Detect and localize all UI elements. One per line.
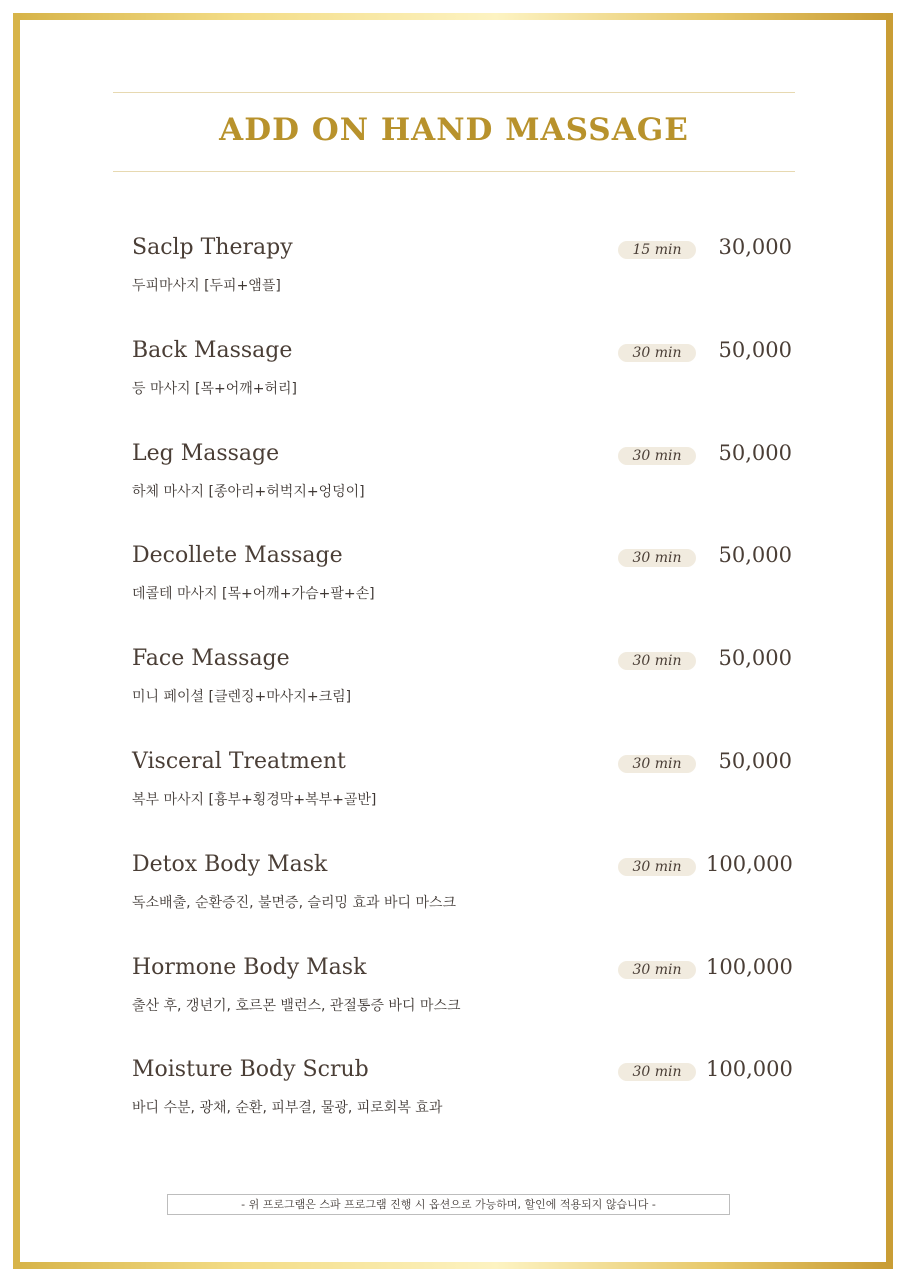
menu-item-name: Saclp Therapy — [132, 235, 293, 260]
menu-item-name: Face Massage — [132, 646, 290, 671]
duration-badge: 30 min — [618, 1063, 696, 1081]
menu-item-desc: 등 마사지 [목+어깨+허리] — [132, 381, 298, 397]
menu-item-name: Decollete Massage — [132, 543, 343, 568]
menu-item-price: 50,000 — [718, 543, 792, 567]
menu-item-price: 50,000 — [718, 646, 792, 670]
duration-badge: 30 min — [618, 549, 696, 567]
menu-item-desc: 출산 후, 갱년기, 호르몬 밸런스, 관절통증 바디 마스크 — [132, 998, 461, 1014]
menu-item-desc: 바디 수분, 광채, 순환, 피부결, 물광, 피로회복 효과 — [132, 1100, 443, 1116]
menu-item-price: 50,000 — [718, 749, 792, 773]
menu-item-name: Visceral Treatment — [132, 749, 346, 774]
menu-item — [0, 235, 905, 325]
duration-badge: 30 min — [618, 344, 696, 362]
duration-badge: 30 min — [618, 961, 696, 979]
duration-badge: 30 min — [618, 652, 696, 670]
menu-item-name: Leg Massage — [132, 441, 280, 466]
menu-item — [0, 543, 905, 633]
menu-item-price: 100,000 — [706, 955, 793, 979]
menu-item-desc: 미니 페이셜 [클렌징+마사지+크림] — [132, 689, 352, 705]
title-rule-top — [113, 92, 795, 93]
duration-badge: 15 min — [618, 241, 696, 259]
menu-item-name: Moisture Body Scrub — [132, 1057, 369, 1082]
menu-item-desc: 복부 마사지 [흉부+횡경막+복부+골반] — [132, 792, 377, 808]
menu-item-desc: 두피마사지 [두피+앰플] — [132, 278, 281, 294]
menu-item — [0, 749, 905, 839]
menu-item-price: 50,000 — [718, 441, 792, 465]
menu-item-name: Hormone Body Mask — [132, 955, 367, 980]
menu-item-desc: 하체 마사지 [종아리+허벅지+엉덩이] — [132, 484, 365, 500]
menu-item — [0, 852, 905, 942]
menu-item — [0, 646, 905, 736]
duration-badge: 30 min — [618, 858, 696, 876]
menu-item — [0, 338, 905, 428]
menu-item-desc: 데콜테 마사지 [목+어깨+가슴+팔+손] — [132, 586, 375, 602]
menu-item — [0, 441, 905, 531]
menu-item — [0, 955, 905, 1045]
duration-badge: 30 min — [618, 447, 696, 465]
footer-notice: - 위 프로그램은 스파 프로그램 진행 시 옵션으로 가능하며, 할인에 적용되지 않습니다 - — [167, 1194, 730, 1215]
menu-item-name: Detox Body Mask — [132, 852, 328, 877]
duration-badge: 30 min — [618, 755, 696, 773]
title-rule-bottom — [113, 171, 795, 172]
menu-item-price: 100,000 — [706, 852, 793, 876]
page-title: ADD ON HAND MASSAGE — [219, 112, 689, 148]
menu-item-price: 30,000 — [718, 235, 792, 259]
menu-item-price: 100,000 — [706, 1057, 793, 1081]
menu-item-price: 50,000 — [718, 338, 792, 362]
menu-item-name: Back Massage — [132, 338, 293, 363]
menu-item-desc: 독소배출, 순환증진, 불면증, 슬리밍 효과 바디 마스크 — [132, 895, 457, 911]
menu-item — [0, 1057, 905, 1147]
